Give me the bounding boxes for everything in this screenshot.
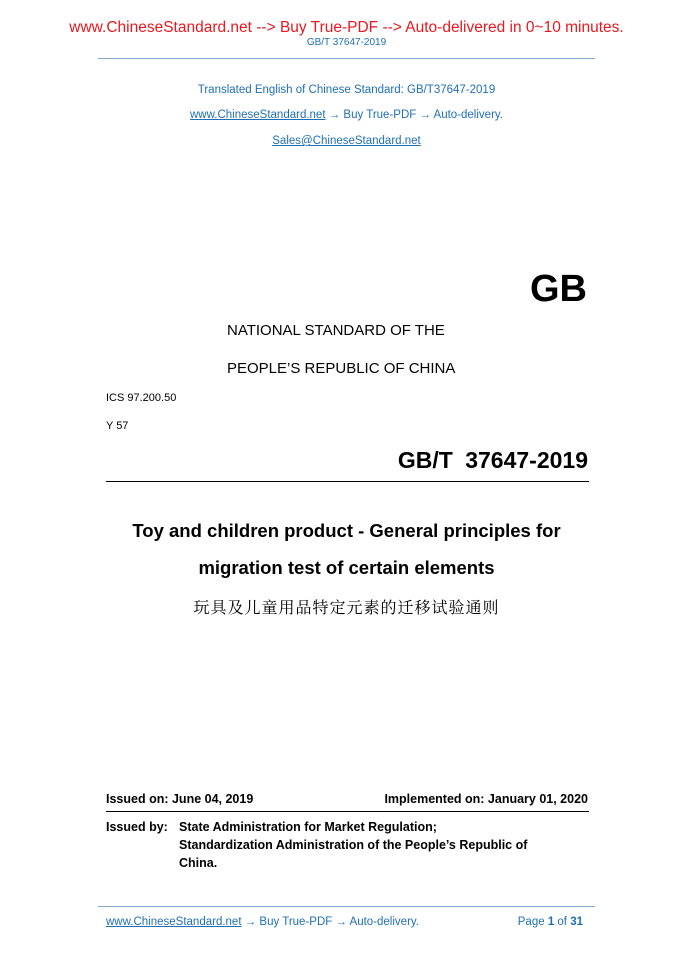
issued-by-label: Issued by: — [106, 820, 168, 834]
classification-code: Y 57 — [106, 420, 129, 432]
title-chinese: 玩具及儿童用品特定元素的迁移试验通则 — [193, 598, 500, 617]
footer-site-link[interactable]: www.ChineseStandard.net — [106, 916, 242, 928]
sales-email-link[interactable]: Sales@ChineseStandard.net — [272, 135, 421, 147]
title-english-line-2: migration test of certain elements — [198, 557, 495, 578]
issued-on-date: Issued on: June 04, 2019 — [106, 792, 254, 806]
footer-site-line — [106, 916, 419, 928]
page-label: Page — [517, 916, 548, 928]
top-banner-link[interactable]: www.ChineseStandard.net --> Buy True-PDF --> Auto-delivered in 0~10 minutes. — [69, 19, 624, 36]
site-suffix-text: → Buy True-PDF → Auto-delivery. — [325, 109, 503, 121]
issuer-line-2: Standardization Administration of the People’s Republic of — [179, 838, 528, 852]
standard-number-divider — [106, 481, 589, 482]
running-header-doc-number: GB/T 37647-2019 — [306, 37, 387, 48]
gb-logo: GB — [530, 268, 587, 310]
header-divider — [98, 58, 595, 59]
footer-site-suffix: → Buy True-PDF → Auto-delivery. — [241, 916, 419, 928]
site-line — [0, 109, 693, 121]
implemented-on-date: Implemented on: January 01, 2020 — [384, 792, 588, 806]
national-standard-line-2: PEOPLE’S REPUBLIC OF CHINA — [227, 360, 456, 377]
page-current: 1 — [547, 916, 555, 928]
page-total: 31 — [570, 916, 583, 928]
title-english-line-1: Toy and children product - General principles for — [132, 520, 561, 541]
standard-number: GB/T 37647-2019 — [397, 447, 588, 473]
issue-divider — [106, 811, 589, 812]
translated-notice: Translated English of Chinese Standard: GB/T37647-2019 — [197, 84, 496, 96]
issuer-line-1: State Administration for Market Regulation; — [179, 820, 437, 834]
page-indicator — [518, 916, 583, 928]
sales-line — [0, 135, 693, 147]
national-standard-line-1: NATIONAL STANDARD OF THE — [227, 322, 445, 339]
page-of: of — [554, 916, 571, 928]
issuer-line-3: China. — [179, 856, 218, 870]
ics-code: ICS 97.200.50 — [106, 392, 177, 404]
footer-divider — [98, 906, 595, 907]
site-link[interactable]: www.ChineseStandard.net — [190, 109, 326, 121]
